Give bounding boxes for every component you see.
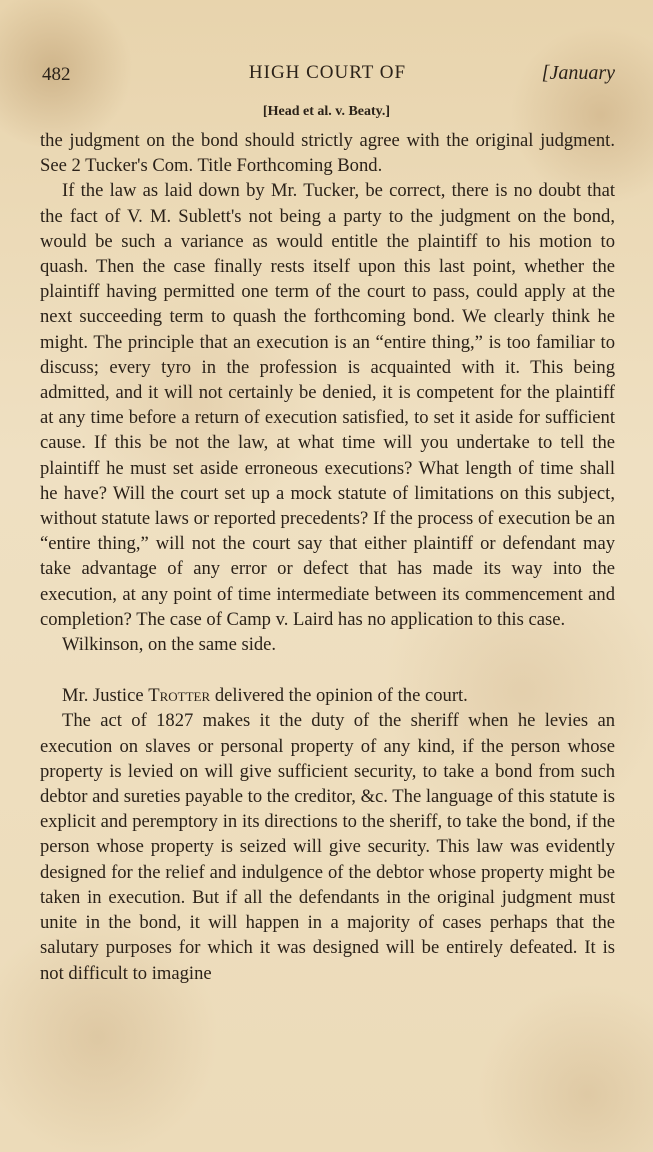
paragraph: If the law as laid down by Mr. Tucker, be correct, there is no doubt that the fact of V. M. Sublett's not being a party to the judgment on the bond, would be such a variance as would entitle the plaintiff to his motion to quash. Then the case finally rests itself upon this last point, whether the plaintiff having permitted one term of the court to pass, could apply at the next succeeding term to quash the forthcoming bond. We clearly think he might. The principle that an execution is an “entire thing,” is too familiar to discuss; every tyro in the profession is acquainted with it. This being admitted, and it will not certainly be denied, it is competent for the plaintiff at any time before a return of execution satisfied, to set it aside for sufficient cause. If this be not the law, at what time will you undertake to tell the plaintiff he must set aside erroneous executions? What length of time shall he have? Will the court set up a mock statute of limitations on this subject, without statute laws or reported precedents? If the process of execution be an “entire thing,” will not the court say that either plaintiff or defendant may take advantage of any error or defect that has made its way into the execution, at any point of time intermediate between its commencement and completion? The case of Camp v. Laird has no application to this case. [40,180,615,630]
page-header [40,60,615,90]
case-caption: [Head et al. v. Beaty.] [262,104,391,119]
running-title: HIGH COURT OF [248,62,407,83]
section-gap [40,657,615,683]
justice-name: Trotter [148,685,211,707]
paragraph: Wilkinson, on the same side. [62,634,277,656]
opinion-intro [40,683,615,708]
running-month: [January [541,62,615,84]
body-text [40,128,615,986]
opinion-intro-before: Mr. Justice [62,685,149,707]
paragraph: the judgment on the bond should strictly agree with the original judgment. See 2 Tucker's Com. Title Forthcoming Bond. [40,130,615,177]
opinion-intro-after: delivered the opinion of the court. [210,685,468,707]
page-number: 482 [42,64,71,85]
opinion-text: The act of 1827 makes it the duty of the sheriff when he levies an execution on slaves or personal property of any kind, if the person whose property is levied on will give sufficient security, to take a bond from such debtor and sureties payable to the creditor, &c. The language of this statute is explicit and peremptory in its directions to the sheriff, to take the bond, if the person whose property is seized will give security. This law was evidently designed for the relief and indulgence of the debtor whose property might be taken in execution. But if all the defendants in the original judgment must unite in the bond, it will happen in a majority of cases perhaps that the salutary purposes for which it was designed will be entirely defeated. It is not difficult to imagine [40,710,615,984]
